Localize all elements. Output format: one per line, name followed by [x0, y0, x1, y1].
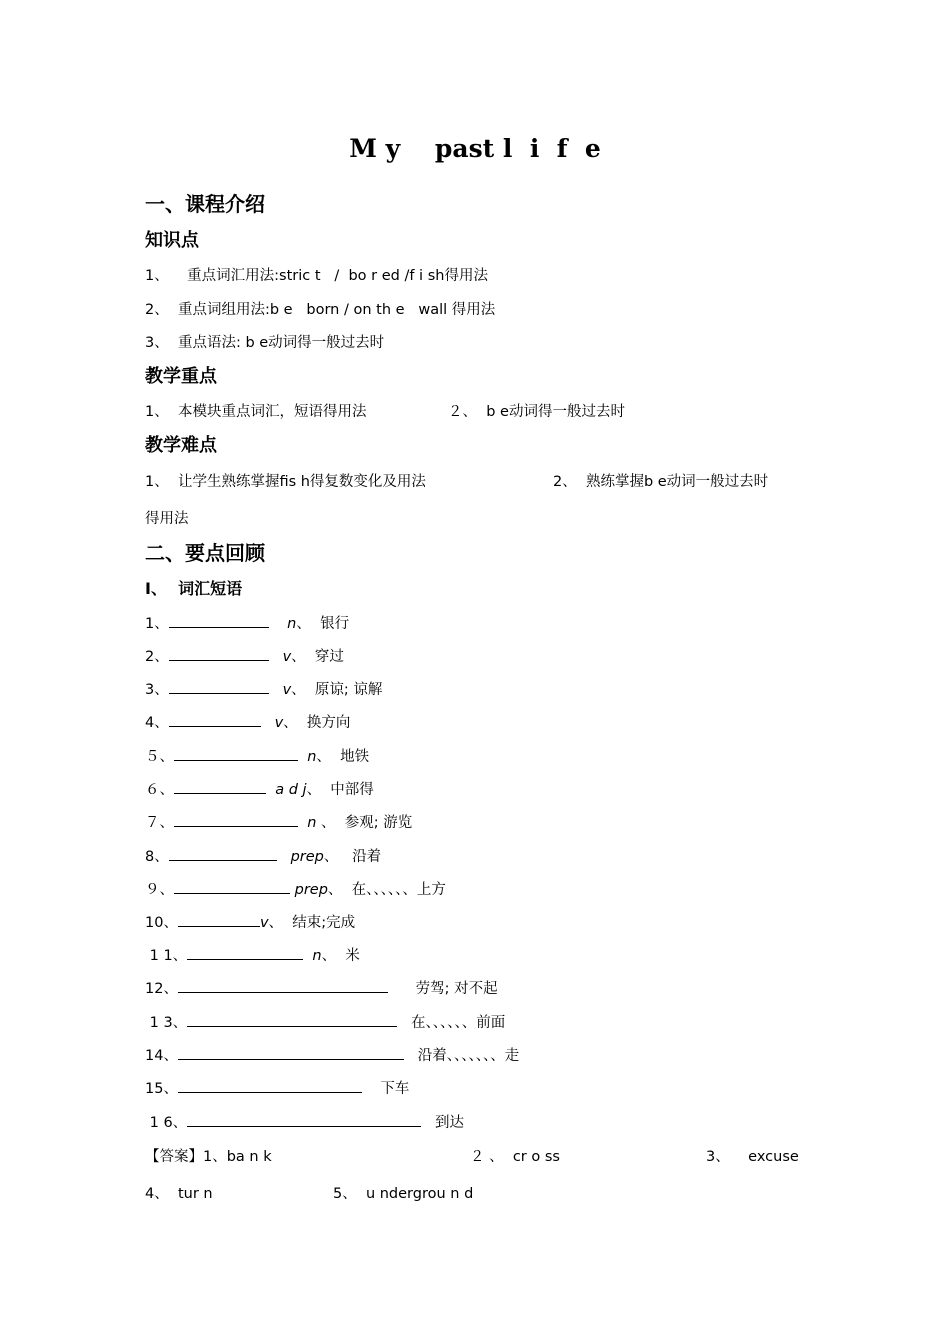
page-title: M y past l i f e: [349, 134, 601, 163]
answer-blank[interactable]: [187, 1112, 421, 1127]
vocab-row: ９、 prep、 在、、、、、、上方: [145, 878, 446, 899]
vocab-row: 1、 n、 银行: [145, 612, 349, 633]
knowledge-item: 3、 重点语法: b e动词得一般过去时: [145, 335, 385, 351]
answer-blank[interactable]: [169, 712, 261, 727]
vocab-row: 15、 下车: [145, 1077, 409, 1098]
vocab-row: ６、 a d j、 中部得: [145, 778, 374, 799]
answer-blank[interactable]: [169, 846, 277, 861]
vocab-row: 1 6、 到达: [145, 1111, 464, 1132]
difficult-item-2: 2、 熟练掌握b e动词一般过去时: [553, 474, 769, 490]
section-2-heading: 二、要点回顾: [145, 541, 265, 565]
vocab-row: 12、 劳驾; 对不起: [145, 977, 498, 998]
answer-item: 3、 excuse: [706, 1149, 799, 1165]
answer-blank[interactable]: [174, 879, 290, 894]
vocab-row: ７、 n 、 参观; 游览: [145, 811, 412, 832]
answer-blank[interactable]: [174, 812, 298, 827]
difficult-heading: 教学难点: [145, 435, 217, 456]
vocab-row: ５、 n、 地铁: [145, 745, 369, 766]
difficult-item-1: 1、 让学生熟练掌握fis h得复数变化及用法: [145, 474, 426, 490]
vocab-subheading: Ⅰ、 词汇短语: [145, 579, 243, 598]
answer-blank[interactable]: [174, 746, 298, 761]
answer-blank[interactable]: [169, 646, 269, 661]
knowledge-item: 2、 重点词组用法:b e born / on th e wall 得用法: [145, 302, 496, 318]
vocab-row: 3、 v、 原谅; 谅解: [145, 678, 382, 699]
vocab-row: 8、 prep、 沿着: [145, 845, 381, 866]
focus-heading: 教学重点: [145, 366, 217, 387]
section-1-heading: 一、课程介绍: [145, 192, 265, 216]
answer-blank[interactable]: [169, 613, 269, 628]
answer-label: 【答案】1、ba n k: [145, 1149, 272, 1165]
answer-item: 5、 u ndergrou n d: [333, 1186, 474, 1202]
answer-blank[interactable]: [178, 1045, 404, 1060]
vocab-row: 1 1、 n、 米: [145, 944, 360, 965]
answer-blank[interactable]: [187, 1012, 397, 1027]
answer-item: ２ 、 cr o ss: [470, 1149, 560, 1165]
vocab-row: 14、 沿着、、、、、、、走: [145, 1044, 519, 1065]
answer-blank[interactable]: [169, 679, 269, 694]
vocab-row: 4、 v、 换方向: [145, 711, 350, 732]
answer-blank[interactable]: [178, 912, 260, 927]
knowledge-item: 1、 重点词汇用法:stric t / bo r ed /f i sh得用法: [145, 268, 488, 284]
difficult-item-2-continued: 得用法: [145, 511, 189, 527]
answer-blank[interactable]: [178, 978, 388, 993]
answer-item: 4、 tur n: [145, 1186, 213, 1202]
vocab-row: 1 3、 在、、、、、、前面: [145, 1011, 505, 1032]
answer-blank[interactable]: [187, 945, 303, 960]
focus-item-2: ２、 b e动词得一般过去时: [448, 404, 625, 420]
focus-item-1: 1、 本模块重点词汇，短语得用法: [145, 404, 367, 420]
answer-blank[interactable]: [174, 779, 266, 794]
vocab-row: 2、 v、 穿过: [145, 645, 344, 666]
answer-blank[interactable]: [178, 1078, 362, 1093]
knowledge-heading: 知识点: [145, 230, 199, 251]
vocab-row: 10、 v、 结束;完成: [145, 911, 355, 932]
